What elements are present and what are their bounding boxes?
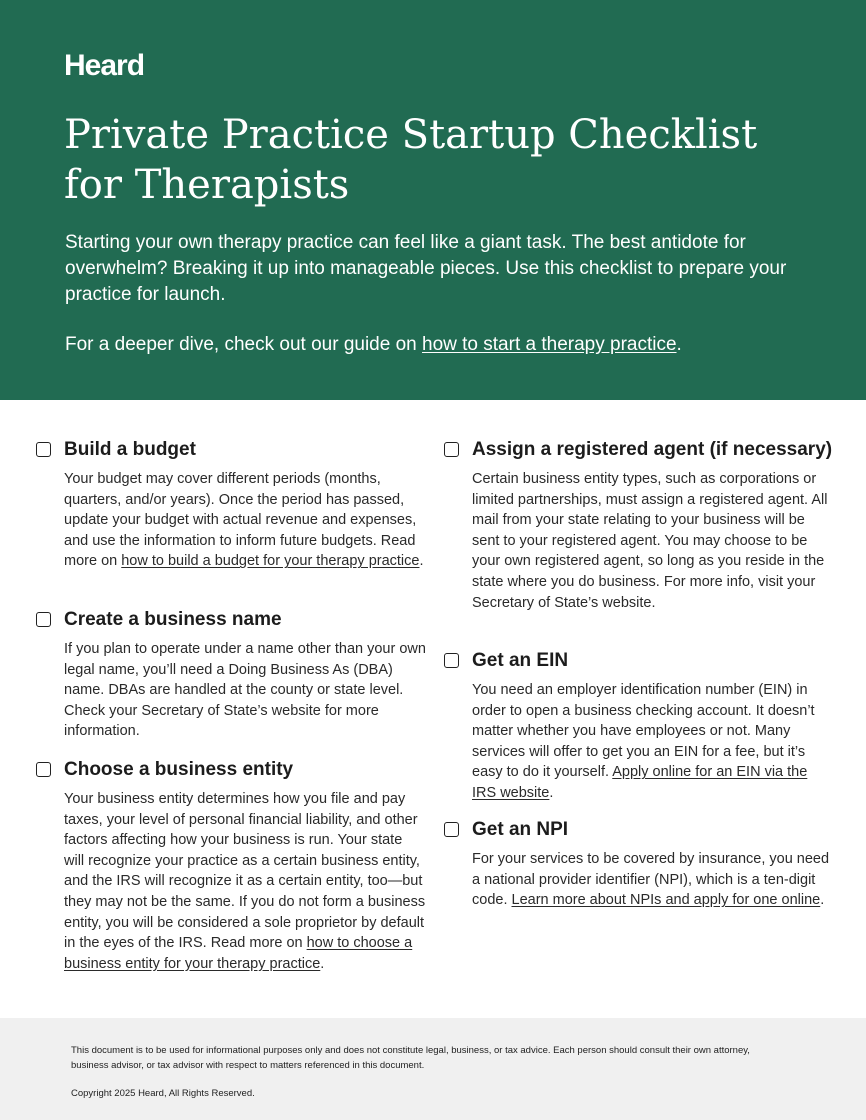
intro-paragraph: Starting your own therapy practice can feel like a giant task. The best antidote for overwhelm? Breaking it up into manageable pieces. Use this checklist to prepare your practice for launch. — [65, 232, 787, 305]
checklist-item-title: Create a business name — [64, 609, 282, 630]
checklist-item-title: Get an NPI — [472, 819, 569, 840]
checklist-item-body: If you plan to operate under a name other than your own legal name, you’ll need a Doing Business As (DBA) name. DBAs are handled at the county or state level. Check your Secretary of State’s website for more information. — [64, 641, 426, 740]
business-entity-guide-link[interactable]: how to choose a business entity for your therapy practice — [64, 935, 413, 972]
checklist-item-text: You need an employer identification number (EIN) in order to open a business checking account. It doesn’t matter whether you have employees or not. Many services will offer to get you an EIN for a fee, but it’s easy to do it yourself. — [472, 682, 815, 781]
checklist-item-title: Build a budget — [64, 439, 196, 460]
checkbox[interactable] — [36, 442, 51, 457]
page-title-line-1: Private Practice Startup Checklist — [64, 112, 758, 158]
checkbox[interactable] — [36, 762, 51, 777]
checklist-item-title: Assign a registered agent (if necessary) — [472, 439, 833, 460]
ein-apply-link[interactable]: Apply online for an EIN via the IRS website — [472, 764, 808, 801]
checklist-item-text: For your services to be covered by insurance, you need a national provider identifier (NPI), which is a ten-digit code. — [472, 851, 830, 909]
header-banner — [0, 0, 866, 400]
checklist-item-suffix: . — [320, 955, 325, 972]
checklist-item-suffix: . — [419, 553, 424, 570]
checkbox[interactable] — [36, 612, 51, 627]
checklist-item-suffix: . — [820, 892, 825, 909]
checklist-item-body: Certain business entity types, such as corporations or limited partnerships, must assign a registered agent. All mail from your state relating to your business will be sent to your registered agent. You may choose to be your own registered agent, so long as you reside in the state where you do business. For more info, visit your Secretary of State’s website. — [472, 471, 828, 611]
checklist-item-body — [472, 849, 834, 911]
footer — [0, 1018, 866, 1120]
checkbox[interactable] — [444, 653, 459, 668]
disclaimer-text: This document is to be used for informational purposes only and does not constitute legal, business, or tax advice. Each person should consult their own attorney, business advisor, or tax advisor with respect to matters referenced in this document. — [71, 1045, 750, 1071]
page-title — [64, 110, 824, 210]
checklist-item-title: Get an EIN — [472, 650, 569, 671]
deeper-dive-suffix: . — [676, 334, 682, 355]
checklist-item-title: Choose a business entity — [64, 759, 294, 780]
npi-info-link[interactable]: Learn more about NPIs and apply for one online — [511, 892, 821, 909]
therapy-practice-guide-link[interactable]: how to start a therapy practice — [422, 334, 677, 355]
heard-logo: Heard — [64, 49, 145, 82]
checklist-item-suffix: . — [549, 784, 554, 801]
deeper-dive-text: For a deeper dive, check out our guide on — [65, 334, 423, 355]
checkbox[interactable] — [444, 442, 459, 457]
checklist-item-body — [64, 469, 426, 572]
checkbox[interactable] — [444, 822, 459, 837]
checklist-item-body — [64, 789, 426, 974]
budget-guide-link[interactable]: how to build a budget for your therapy practice — [121, 553, 420, 570]
copyright-text: Copyright 2025 Heard, All Rights Reserved. — [71, 1088, 255, 1099]
checklist-item-text: Your business entity determines how you file and pay taxes, your level of personal financial liability, and other factors affecting how your business is run. Your state will recognize your practice as a certain business entity, and the IRS will recognize it as a certain entity, too—but they may not be the same. If you do not form a business entity, you will be considered a sole proprietor by default in the eyes of the IRS. Read more on — [64, 791, 426, 952]
page-title-line-2: for Therapists — [64, 162, 350, 208]
deeper-dive-paragraph — [65, 332, 795, 358]
checklist-item-body — [472, 680, 834, 804]
checklist-item-text: Your budget may cover different periods (months, quarters, and/or years). Once the period has passed, update your budget with actual revenue and expenses, and use the information to inform future budgets. Read more on — [64, 471, 417, 570]
